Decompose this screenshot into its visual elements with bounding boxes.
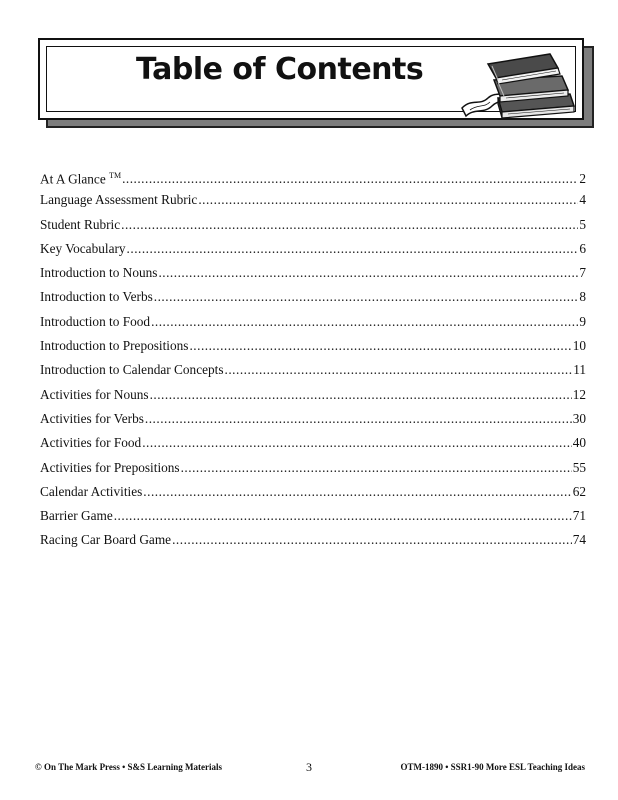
dot-leader — [145, 411, 572, 427]
toc-entry-title-text: Racing Car Board Game — [40, 532, 172, 548]
toc-entry — [40, 217, 586, 241]
dot-leader — [150, 387, 572, 403]
footer-page-number: 3 — [306, 760, 312, 774]
toc-entry — [40, 362, 586, 386]
dot-leader — [143, 484, 571, 500]
toc-entry-page: 71 — [572, 508, 586, 524]
toc-entry-title-text: Introduction to Nouns — [40, 265, 158, 281]
toc-entry-page: 6 — [579, 240, 586, 256]
toc-entry-title — [40, 289, 153, 305]
toc-entry-title-text: Introduction to Prepositions — [40, 338, 189, 354]
dot-leader — [151, 314, 578, 330]
toc-entry — [40, 338, 586, 362]
toc-entry-page: 7 — [579, 265, 586, 281]
toc-entry-title — [40, 532, 171, 548]
toc-entry-title — [40, 484, 142, 500]
toc-entry-title-text: Student Rubric — [40, 216, 121, 232]
toc-entry-page: 55 — [572, 459, 586, 475]
dot-leader — [154, 289, 579, 305]
toc-entry — [40, 484, 586, 508]
toc-entry-page: 9 — [579, 313, 586, 329]
dot-leader — [225, 362, 573, 378]
toc-entry-title — [40, 168, 121, 187]
toc-entry — [40, 387, 586, 411]
toc-entry-page: 74 — [572, 532, 586, 548]
toc-entry-title-text: Barrier Game — [40, 508, 113, 524]
toc-entry-page: 2 — [579, 171, 586, 187]
title-banner — [38, 38, 584, 120]
dot-leader — [121, 217, 578, 233]
toc-entry — [40, 314, 586, 338]
dot-leader — [158, 265, 578, 281]
toc-entry-title-text: Introduction to Verbs — [40, 289, 153, 305]
toc-entry-page: 30 — [572, 410, 586, 426]
stack-of-books-with-ribbon-icon — [458, 46, 578, 126]
dot-leader — [142, 435, 572, 451]
toc-entry — [40, 532, 586, 556]
toc-entry-title — [40, 192, 197, 208]
toc-entry-title — [40, 508, 113, 524]
toc-entry — [40, 411, 586, 435]
toc-entry-title-text: Activities for Prepositions — [40, 459, 180, 475]
toc-entry — [40, 508, 586, 532]
toc-entry — [40, 265, 586, 289]
table-of-contents — [40, 168, 586, 557]
toc-entry-title-text: At A Glance — [40, 171, 106, 187]
toc-entry-title — [40, 460, 180, 476]
toc-entry-title-text: Language Assessment Rubric — [40, 192, 198, 208]
toc-entry-title-text: Activities for Verbs — [40, 410, 144, 426]
toc-entry — [40, 460, 586, 484]
toc-entry-page: 10 — [572, 338, 586, 354]
toc-entry-title-text: Activities for Food — [40, 435, 142, 451]
toc-entry-page: 62 — [572, 483, 586, 499]
toc-entry-page: 40 — [572, 435, 586, 451]
dot-leader — [172, 532, 572, 548]
toc-entry — [40, 435, 586, 459]
dot-leader — [122, 171, 578, 187]
toc-entry — [40, 241, 586, 265]
dot-leader — [189, 338, 571, 354]
toc-entry-title-text: Activities for Nouns — [40, 386, 149, 402]
toc-entry-title-text: Key Vocabulary — [40, 240, 126, 256]
toc-entry-title — [40, 411, 144, 427]
toc-entry-title-text: Introduction to Food — [40, 313, 151, 329]
trademark-mark: TM — [109, 171, 122, 180]
toc-entry-title — [40, 435, 141, 451]
toc-entry-title — [40, 387, 149, 403]
toc-entry-page: 5 — [579, 216, 586, 232]
dot-leader — [198, 192, 578, 208]
toc-entry-page: 8 — [579, 289, 586, 305]
toc-entry-title-text: Calendar Activities — [40, 483, 143, 499]
footer-publisher: © On The Mark Press • S&S Learning Materials — [35, 762, 223, 772]
toc-entry-title — [40, 314, 150, 330]
toc-entry-title — [40, 217, 120, 233]
dot-leader — [181, 460, 572, 476]
toc-entry-title — [40, 338, 188, 354]
toc-entry-title — [40, 362, 224, 378]
toc-entry-page: 4 — [579, 192, 586, 208]
dot-leader — [127, 241, 579, 257]
toc-entry-title — [40, 265, 157, 281]
toc-entry — [40, 289, 586, 313]
toc-entry — [40, 168, 586, 192]
toc-entry-title-text: Introduction to Calendar Concepts — [40, 362, 224, 378]
dot-leader — [114, 508, 572, 524]
toc-entry-title — [40, 241, 126, 257]
toc-entry-page: 12 — [572, 386, 586, 402]
toc-entry — [40, 192, 586, 216]
toc-entry-page: 11 — [573, 362, 586, 378]
footer-book-code: OTM-1890 • SSR1-90 More ESL Teaching Ideas — [400, 762, 585, 772]
page-title: Table of Contents — [136, 52, 424, 87]
